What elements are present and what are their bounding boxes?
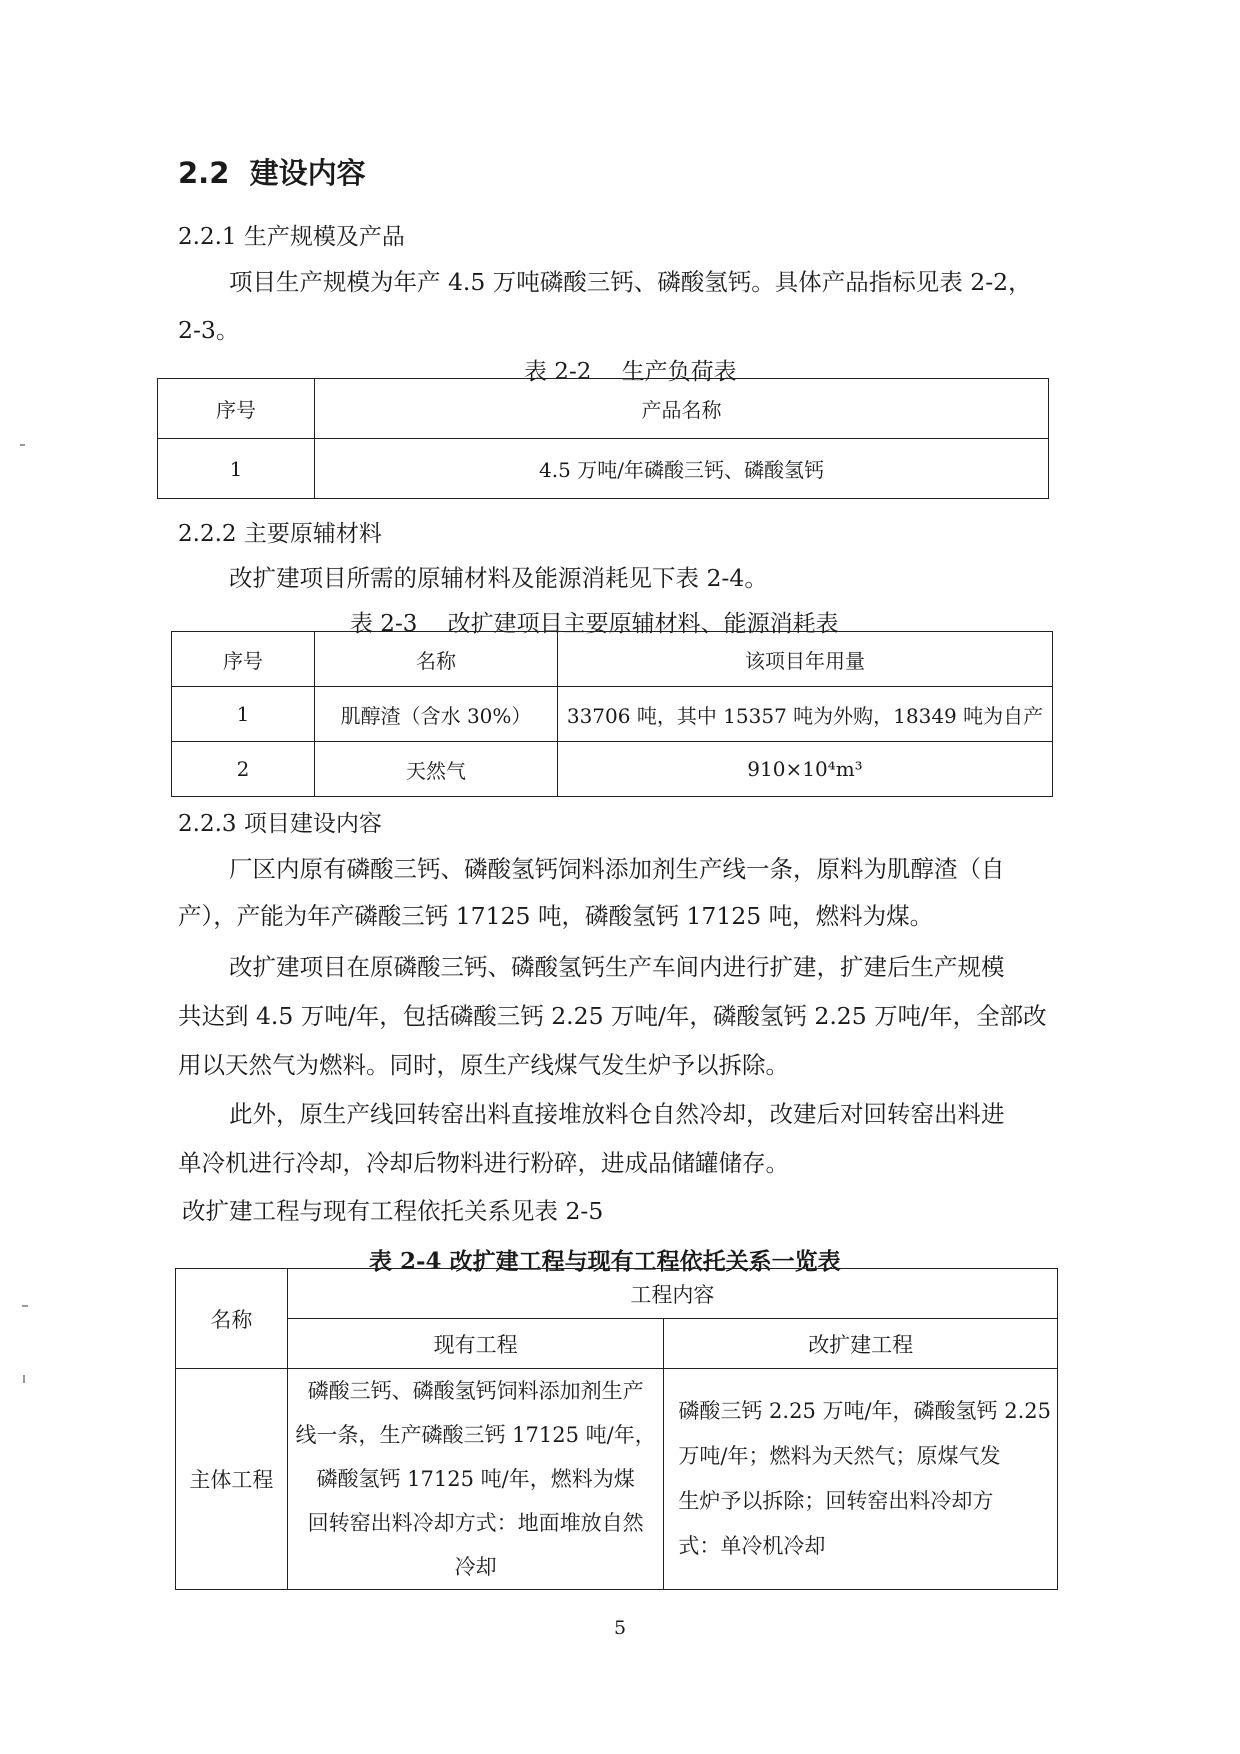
table-header-row — [176, 1269, 1058, 1319]
table-row — [158, 439, 1049, 499]
cell-line: 式：单冷机冷却 — [678, 1534, 826, 1558]
table-cell: 天然气 — [315, 742, 558, 797]
scan-mark — [23, 1375, 25, 1383]
table-cell: 1 — [172, 687, 315, 742]
section-number: 2.2 — [178, 156, 230, 190]
cell-line: 磷酸氢钙 17125 吨/年，燃料为煤 — [316, 1467, 635, 1491]
subsection-heading-3: 2.2.3 项目建设内容 — [178, 811, 382, 837]
cell-line: 磷酸三钙 2.25 万吨/年，磷酸氢钙 2.25 — [678, 1399, 1051, 1423]
header-cell: 名称 — [315, 632, 558, 687]
table-cell-new — [664, 1369, 1058, 1590]
table-caption-2-2: 表 2-2 生产负荷表 — [524, 359, 737, 385]
table-row — [172, 742, 1053, 797]
paragraph-line: 产），产能为年产磷酸三钙 17125 吨，磷酸氢钙 17125 吨，燃料为煤。 — [178, 902, 934, 930]
header-cell-group: 工程内容 — [287, 1269, 1057, 1319]
table-caption-2-4: 表 2-4 改扩建工程与现有工程依托关系一览表 — [369, 1248, 841, 1275]
table-cell-existing — [287, 1369, 664, 1590]
table-2-4 — [175, 1268, 1058, 1590]
cell-line: 生炉予以拆除；回转窑出料冷却方 — [678, 1489, 994, 1513]
table-cell: 2 — [172, 742, 315, 797]
subsection-heading-1: 2.2.1 生产规模及产品 — [178, 224, 405, 250]
table-cell: 33706 吨，其中 15357 吨为外购，18349 吨为自产 — [558, 687, 1053, 742]
header-cell-name: 名称 — [176, 1269, 288, 1369]
table-cell: 910×10⁴m³ — [558, 742, 1053, 797]
table-header-row — [158, 379, 1049, 439]
section-title: 建设内容 — [249, 156, 366, 190]
header-cell: 该项目年用量 — [558, 632, 1053, 687]
paragraph-line: 项目生产规模为年产 4.5 万吨磷酸三钙、磷酸氢钙。具体产品指标见表 2-2， — [229, 268, 1032, 296]
header-cell: 序号 — [172, 632, 315, 687]
cell-line: 回转窑出料冷却方式：地面堆放自然 — [307, 1511, 644, 1535]
cell-line: 线一条，生产磷酸三钙 17125 吨/年， — [295, 1423, 656, 1447]
cell-line: 磷酸三钙、磷酸氢钙饲料添加剂生产 — [307, 1379, 644, 1403]
table-header-row — [176, 1319, 1058, 1369]
table-cell: 4.5 万吨/年磷酸三钙、磷酸氢钙 — [315, 439, 1049, 499]
paragraph-line: 共达到 4.5 万吨/年，包括磷酸三钙 2.25 万吨/年，磷酸氢钙 2.25 万吨/年，全部改 — [178, 1002, 1047, 1030]
table-cell: 1 — [158, 439, 315, 499]
cell-line: 万吨/年；燃料为天然气；原煤气发 — [678, 1444, 1001, 1468]
header-cell-existing: 现有工程 — [287, 1319, 664, 1369]
paragraph-line: 单冷机进行冷却，冷却后物料进行粉碎，进成品储罐储存。 — [178, 1149, 789, 1177]
paragraph-line: 改扩建工程与现有工程依托关系见表 2-5 — [182, 1197, 604, 1225]
header-cell: 序号 — [158, 379, 315, 439]
section-heading — [178, 151, 366, 192]
table-cell-row-name: 主体工程 — [176, 1369, 288, 1590]
table-2-2 — [157, 378, 1049, 499]
scan-mark — [20, 444, 25, 446]
header-cell: 产品名称 — [315, 379, 1049, 439]
paragraph-line: 用以天然气为燃料。同时，原生产线煤气发生炉予以拆除。 — [178, 1051, 789, 1079]
table-header-row — [172, 632, 1053, 687]
paragraph-line: 厂区内原有磷酸三钙、磷酸氢钙饲料添加剂生产线一条，原料为肌醇渣（自 — [229, 855, 1005, 883]
subsection-heading-2: 2.2.2 主要原辅材料 — [178, 521, 382, 547]
cell-line: 冷却 — [454, 1555, 497, 1579]
scan-mark — [22, 1305, 28, 1307]
paragraph-line: 此外，原生产线回转窑出料直接堆放料仓自然冷却，改建后对回转窑出料进 — [229, 1100, 1005, 1128]
table-2-3 — [171, 631, 1053, 797]
paragraph-line: 改扩建项目在原磷酸三钙、磷酸氢钙生产车间内进行扩建，扩建后生产规模 — [229, 953, 1005, 981]
header-cell-new: 改扩建工程 — [664, 1319, 1058, 1369]
paragraph-line: 2-3。 — [178, 316, 240, 344]
page-number: 5 — [613, 1617, 627, 1639]
table-cell: 肌醇渣（含水 30%） — [315, 687, 558, 742]
table-caption-2-3: 表 2-3 改扩建项目主要原辅材料、能源消耗表 — [350, 611, 839, 637]
table-row — [172, 687, 1053, 742]
paragraph-line: 改扩建项目所需的原辅材料及能源消耗见下表 2-4。 — [229, 564, 768, 592]
table-row — [176, 1369, 1058, 1590]
